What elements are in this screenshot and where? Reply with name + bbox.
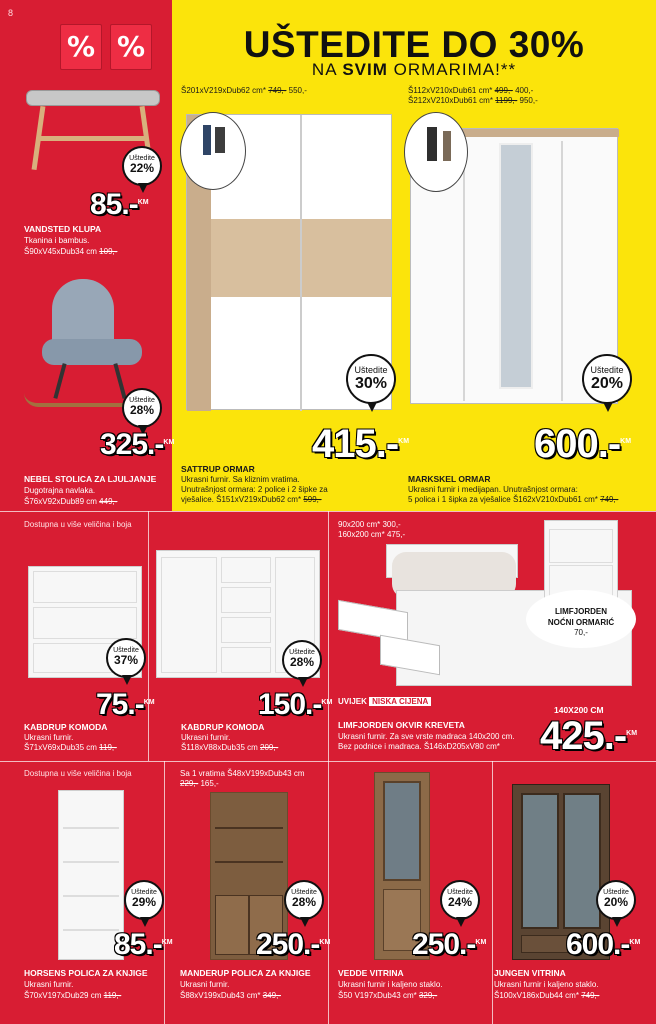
size-variant: Š112xV210xDub61 cm* 499,- 400,- xyxy=(408,86,534,95)
product-desc: Ukrasni furnir i kaljeno staklo. xyxy=(494,980,599,989)
savings-badge: Uštedite 37% xyxy=(106,638,146,678)
size-label: 140X200 CM xyxy=(554,705,604,715)
size-variant: 160x200 cm* 475,- xyxy=(338,530,406,539)
price: 600.-$^{KM}$ xyxy=(566,928,641,961)
product-desc: Unutrašnjost ormara: 2 police i 2 šipke za xyxy=(181,485,328,494)
product-dims: Š90xV45xDub34 cm 109,- xyxy=(24,247,118,256)
product-title: NEBEL STOLICA ZA LJULJANJE xyxy=(24,474,157,484)
size-variant: Š212xV210xDub61 cm* 1199,- 950,- xyxy=(408,96,538,105)
product-title: SATTRUP ORMAR xyxy=(181,464,255,474)
price: 425.-$^{KM}$ xyxy=(540,714,638,758)
savings-badge: Uštedite 30% xyxy=(346,354,396,404)
product-title: MANDERUP POLICA ZA KNJIGE xyxy=(180,968,311,978)
product-dims: Š70xV197xDub29 cm 119,- xyxy=(24,991,122,1000)
savings-badge: Uštedite 29% xyxy=(124,880,164,920)
availability-note: Dostupna u više veličina i boja xyxy=(24,520,132,529)
page-number: 8 xyxy=(8,8,14,18)
product-title: MARKSKEL ORMAR xyxy=(408,474,491,484)
price: 85.-$^{KM}$ xyxy=(114,928,173,961)
product-dims: Bez podnice i madraca. Š146xD205xV80 cm* xyxy=(338,742,500,751)
savings-badge: Uštedite 24% xyxy=(440,880,480,920)
hero-subheadline: NA SVIM ORMARIMA!** xyxy=(311,60,517,79)
price: 75.-$^{KM}$ xyxy=(96,688,155,721)
product-title: HORSENS POLICA ZA KNJIGE xyxy=(24,968,148,978)
product-desc: Ukrasni furnir i medijapan. Unutrašnjost ormara: xyxy=(408,485,578,494)
product-dims: Š50 V197xDub43 cm* 329,- xyxy=(338,991,438,1000)
divider xyxy=(328,511,329,761)
interior-inset xyxy=(404,112,468,192)
product-dims: 5 polica i 1 šipka za vješalice Š162xV210xDub61 cm* 749,- xyxy=(408,495,619,504)
divider xyxy=(164,761,165,1024)
product-title: JUNGEN VITRINA xyxy=(494,968,566,978)
product-desc: Ukrasni furnir. xyxy=(24,980,74,989)
product-dims: Š88xV199xDub43 cm* 349,- xyxy=(180,991,281,1000)
price: 325.-$^{KM}$ xyxy=(100,428,175,461)
percent-tag: % xyxy=(60,24,102,70)
product-desc: Ukrasni furnir. xyxy=(24,733,74,742)
availability-note: Dostupna u više veličina i boja xyxy=(24,769,132,778)
product-desc: Ukrasni furnir. Sa kliznim vratima. xyxy=(181,475,300,484)
savings-badge: Uštedite 22% xyxy=(122,146,162,186)
price: 600.-$^{KM}$ xyxy=(534,422,632,466)
price: 150.-$^{KM}$ xyxy=(258,688,333,721)
product-dims: Š71xV69xDub35 cm 119,- xyxy=(24,743,117,752)
product-desc: Ukrasni furnir. xyxy=(181,733,231,742)
size-variant: Sa 1 vratima Š48xV199xDub43 cm xyxy=(180,769,305,778)
size-variant: 90x200 cm* 300,- xyxy=(338,520,401,529)
price: 250.-$^{KM}$ xyxy=(256,928,331,961)
product-desc: Ukrasni furnir i kaljeno staklo. xyxy=(338,980,443,989)
savings-badge: Uštedite 28% xyxy=(122,388,162,428)
low-price-tag: UVIJEK NISKA CIJENA xyxy=(338,697,431,706)
interior-inset xyxy=(180,112,246,190)
product-title: VANDSTED KLUPA xyxy=(24,224,102,234)
product-dims: Š76xV92xDub89 cm 449,- xyxy=(24,497,118,506)
divider xyxy=(148,511,149,761)
product-desc: Ukrasni furnir. Za sve vrste madraca 140x200 cm. xyxy=(338,732,515,741)
size-variant: 229,- 165,- xyxy=(180,779,219,788)
percent-tag: % xyxy=(110,24,152,70)
savings-badge: Uštedite 28% xyxy=(282,640,322,680)
savings-badge: Uštedite 20% xyxy=(596,880,636,920)
price: 250.-$^{KM}$ xyxy=(412,928,487,961)
product-title: LIMFJORDEN OKVIR KREVETA xyxy=(338,720,465,730)
hero-headline: UŠTEDITE DO 30% xyxy=(243,24,585,65)
product-desc: Tkanina i bambus. xyxy=(24,236,90,245)
divider xyxy=(492,761,493,1024)
product-desc: Ukrasni furnir. xyxy=(180,980,230,989)
savings-badge: Uštedite 20% xyxy=(582,354,632,404)
product-title: KABDRUP KOMODA xyxy=(181,722,265,732)
product-dims: Š100xV186xDub44 cm* 749,- xyxy=(494,991,600,1000)
nightstand-callout: LIMFJORDEN NOĆNI ORMARIĆ 70,- xyxy=(526,590,636,648)
savings-badge: Uštedite 28% xyxy=(284,880,324,920)
product-dims: Š118xV88xDub35 cm 209,- xyxy=(181,743,279,752)
product-title: VEDDE VITRINA xyxy=(338,968,404,978)
product-dims: vješalice. Š151xV219xDub62 cm* 599,- xyxy=(181,495,322,504)
price: 85.-$^{KM}$ xyxy=(90,188,149,221)
product-title: KABDRUP KOMODA xyxy=(24,722,108,732)
price: 415.-$^{KM}$ xyxy=(312,422,410,466)
product-desc: Dugotrajna navlaka. xyxy=(24,486,96,495)
divider xyxy=(328,761,329,1024)
size-variant: Š201xV219xDub62 cm* 749,- 550,- xyxy=(181,86,307,95)
